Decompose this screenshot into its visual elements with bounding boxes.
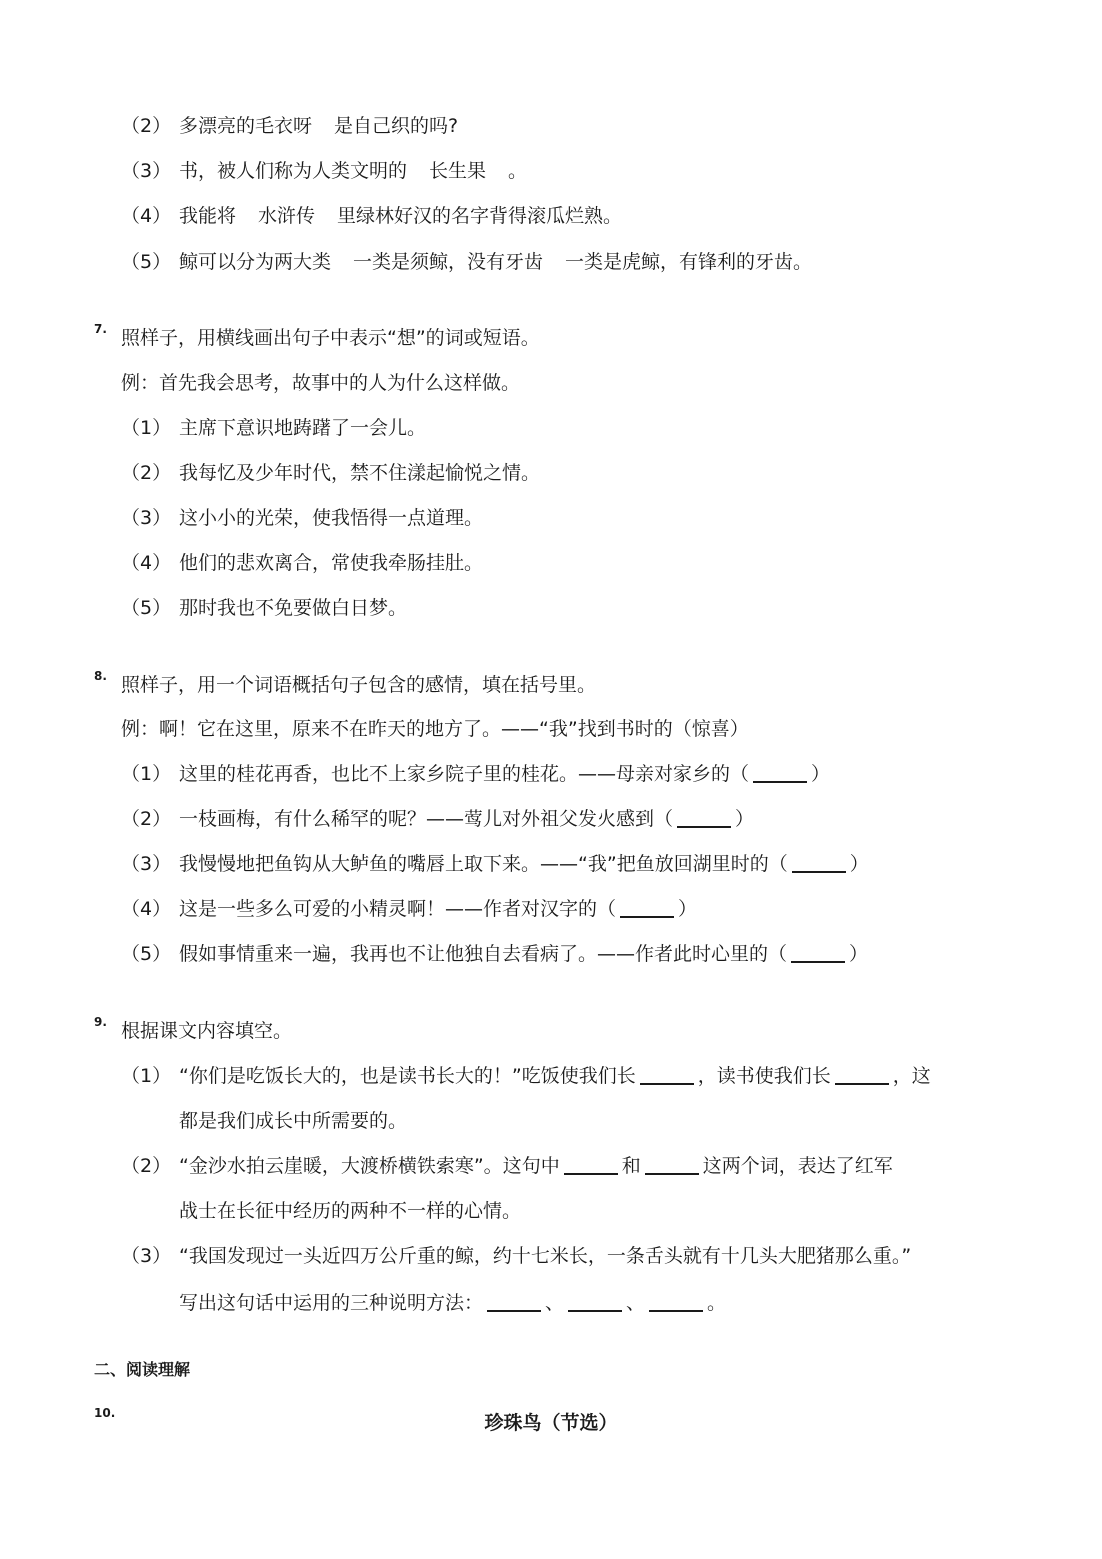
answer-blank[interactable]: [645, 1155, 699, 1175]
q6-item-2: （2） 多漂亮的毛衣呀 是自己织的吗?: [121, 115, 459, 137]
question-number: 8.: [94, 669, 107, 683]
section-heading: 二、阅读理解: [94, 1360, 191, 1379]
answer-blank[interactable]: [568, 1292, 622, 1312]
answer-blank[interactable]: [792, 853, 846, 873]
question-prompt: 照样子，用一个词语概括句子包含的感情，填在括号里。: [121, 674, 597, 696]
answer-blank[interactable]: [791, 943, 845, 963]
question-prompt: 照样子，用横线画出句子中表示“想”的词或短语。: [121, 327, 540, 349]
answer-blank[interactable]: [487, 1292, 541, 1312]
q6-item-3: （3） 书，被人们称为人类文明的 长生果 。: [121, 160, 528, 182]
passage-title: 珍珠鸟（节选）: [484, 1412, 618, 1434]
q6-item-5: （5） 鲸可以分为两大类 一类是须鲸，没有牙齿 一类是虎鲸，有锋利的牙齿。: [121, 251, 813, 273]
answer-blank[interactable]: [564, 1155, 618, 1175]
q8-item-3: （3） 我慢慢地把鱼钩从大鲈鱼的嘴唇上取下来。——“我”把鱼放回湖里时的（ ）: [121, 853, 869, 875]
answer-blank[interactable]: [835, 1065, 889, 1085]
answer-blank[interactable]: [620, 898, 674, 918]
question-number: 9.: [94, 1015, 107, 1029]
question-number: 7.: [94, 322, 107, 336]
q9-item-2: （2） “金沙水拍云崖暖，大渡桥横铁索寒”。这句中 和 这两个词，表达了红军: [121, 1155, 893, 1177]
example-text: 例：啊！它在这里，原来不在昨天的地方了。——“我”找到书时的（惊喜）: [121, 718, 749, 740]
answer-blank[interactable]: [649, 1292, 703, 1312]
example-text: 例：首先我会思考，故事中的人为什么这样做。: [121, 372, 521, 394]
q8-item-5: （5） 假如事情重来一遍，我再也不让他独自去看病了。——作者此时心里的（ ）: [121, 943, 869, 965]
q9-item-3-continued: 写出这句话中运用的三种说明方法： 、 、 。: [179, 1292, 727, 1314]
q6-item-4: （4） 我能将 水浒传 里绿林好汉的名字背得滚瓜烂熟。: [121, 205, 623, 227]
q9-item-1-continued: 都是我们成长中所需要的。: [179, 1110, 408, 1132]
q9-item-3: （3） “我国发现过一头近四万公斤重的鲸，约十七米长，一条舌头就有十几头大肥猪那么重。”: [121, 1245, 912, 1267]
q9-item-1: （1） “你们是吃饭长大的，也是读书长大的！”吃饭使我们长 ，读书使我们长 ，这: [121, 1065, 931, 1087]
q8-item-4: （4） 这是一些多么可爱的小精灵啊！——作者对汉字的（ ）: [121, 898, 698, 920]
q7-item-2: （2） 我每忆及少年时代，禁不住漾起愉悦之情。: [121, 462, 541, 484]
question-number: 10.: [94, 1406, 116, 1420]
q7-item-3: （3） 这小小的光荣，使我悟得一点道理。: [121, 507, 484, 529]
q8-item-1: （1） 这里的桂花再香，也比不上家乡院子里的桂花。——母亲对家乡的（ ）: [121, 763, 831, 785]
q7-item-5: （5） 那时我也不免要做白日梦。: [121, 597, 408, 619]
answer-blank[interactable]: [677, 808, 731, 828]
q7-item-4: （4） 他们的悲欢离合，常使我牵肠挂肚。: [121, 552, 484, 574]
answer-blank[interactable]: [753, 763, 807, 783]
q8-item-2: （2） 一枝画梅，有什么稀罕的呢？——莺儿对外祖父发火感到（ ）: [121, 808, 755, 830]
q9-item-2-continued: 战士在长征中经历的两种不一样的心情。: [179, 1200, 522, 1222]
question-prompt: 根据课文内容填空。: [121, 1020, 293, 1042]
q7-item-1: （1） 主席下意识地踌躇了一会儿。: [121, 417, 427, 439]
answer-blank[interactable]: [640, 1065, 694, 1085]
